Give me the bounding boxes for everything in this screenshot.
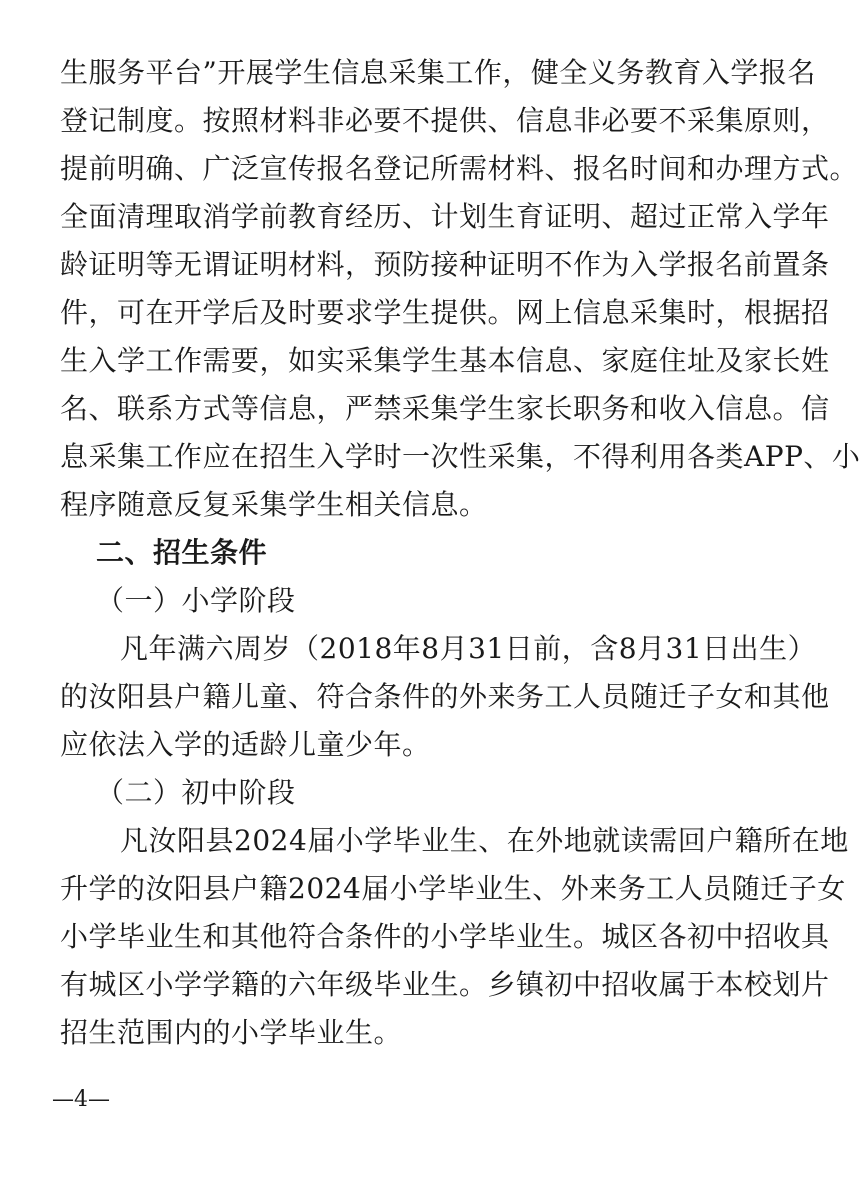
subsection-heading-primary: （一）小学阶段: [96, 584, 296, 617]
section-heading: 二、招生条件: [96, 536, 268, 569]
subsection-heading-middle: （二）初中阶段: [96, 776, 296, 809]
paragraph-line: 件，可在开学后及时要求学生提供。网上信息采集时，根据招: [60, 296, 830, 329]
paragraph-line: 息采集工作应在招生入学时一次性采集，不得利用各类APP、小: [60, 440, 860, 473]
paragraph-line: 凡汝阳县2024届小学毕业生、在外地就读需回户籍所在地: [120, 824, 849, 857]
paragraph-line: 凡年满六周岁（2018年8月31日前，含8月31日出生）: [120, 632, 817, 665]
paragraph-line: 生服务平台”开展学生信息采集工作，健全义务教育入学报名: [60, 56, 816, 89]
paragraph-line: 提前明确、广泛宣传报名登记所需材料、报名时间和办理方式。: [60, 152, 859, 185]
paragraph-line: 有城区小学学籍的六年级毕业生。乡镇初中招收属于本校划片: [60, 968, 830, 1001]
paragraph-line: 程序随意反复采集学生相关信息。: [60, 488, 488, 521]
paragraph-line: 的汝阳县户籍儿童、符合条件的外来务工人员随迁子女和其他: [60, 680, 830, 713]
paragraph-line: 生入学工作需要，如实采集学生基本信息、家庭住址及家长姓: [60, 344, 830, 377]
paragraph-line: 名、联系方式等信息，严禁采集学生家长职务和收入信息。信: [60, 392, 830, 425]
paragraph-line: 全面清理取消学前教育经历、计划生育证明、超过正常入学年: [60, 200, 830, 233]
paragraph-line: 应依法入学的适龄儿童少年。: [60, 728, 431, 761]
paragraph-line: 登记制度。按照材料非必要不提供、信息非必要不采集原则，: [60, 104, 830, 137]
paragraph-line: 小学毕业生和其他符合条件的小学毕业生。城区各初中招收具: [60, 920, 830, 953]
page-number: —4—: [52, 1087, 110, 1112]
paragraph-line: 招生范围内的小学毕业生。: [60, 1016, 403, 1049]
paragraph-line: 龄证明等无谓证明材料，预防接种证明不作为入学报名前置条: [60, 248, 830, 281]
paragraph-line: 升学的汝阳县户籍2024届小学毕业生、外来务工人员随迁子女: [60, 872, 846, 905]
